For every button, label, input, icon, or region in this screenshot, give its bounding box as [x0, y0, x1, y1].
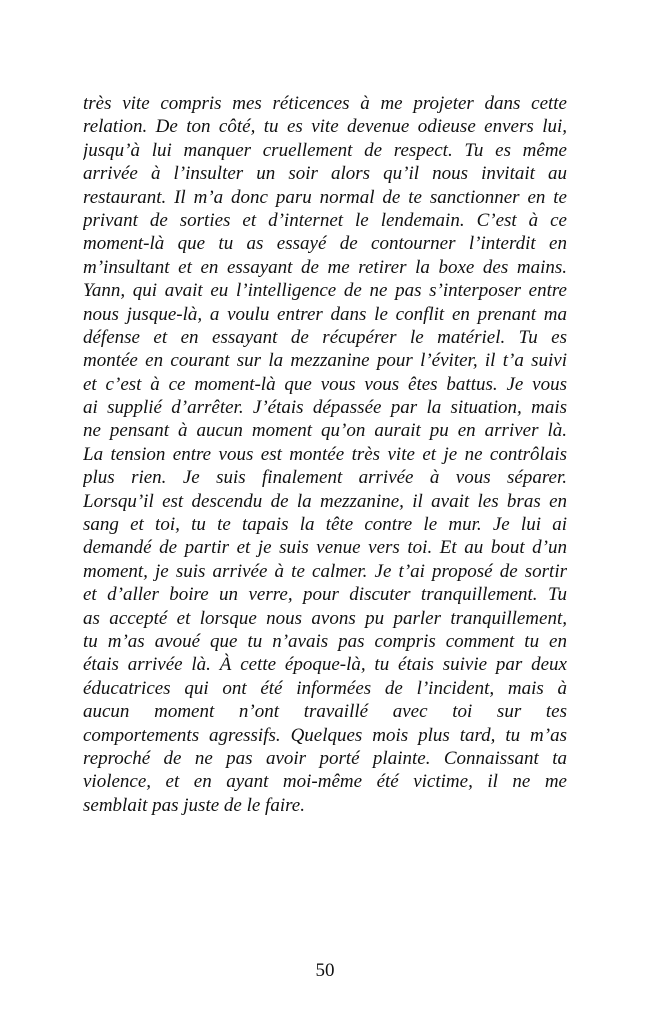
text-line: plus rien. Je suis finalement arrivée à vous séparer. — [83, 467, 567, 489]
text-line: violence, et en ayant moi-même été victime, il ne me — [83, 771, 567, 793]
text-line: aucun moment n’ont travaillé avec toi sur tes — [83, 701, 567, 723]
text-line: très vite compris mes réticences à me projeter dans cette — [83, 93, 567, 114]
text-line: ne pensant à aucun moment qu’on aurait pu en arriver là. — [83, 420, 567, 442]
text-line: ai supplié d’arrêter. J’étais dépassée par la situation, mais — [83, 397, 567, 419]
text-line: privant de sorties et d’internet le lendemain. C’est à ce — [83, 209, 567, 231]
text-line: et d’aller boire un verre, pour discuter tranquillement. Tu — [83, 584, 567, 606]
text-line: éducatrices qui ont été informées de l’incident, mais à — [83, 677, 567, 699]
text-line: moment, je suis arrivée à te calmer. Je t’ai proposé de sortir — [83, 560, 567, 582]
text-line: tu m’as avoué que tu n’avais pas compris comment tu en — [83, 630, 567, 652]
text-line: nous jusque-là, a voulu entrer dans le conflit en prenant ma — [83, 303, 567, 325]
text-line: restaurant. Il m’a donc paru normal de te sanctionner en te — [83, 186, 567, 208]
text-line: sang et toi, tu te tapais la tête contre le mur. Je lui ai — [83, 514, 567, 536]
text-line: semblait pas juste de le faire. — [83, 794, 305, 816]
text-line: as accepté et lorsque nous avons pu parler tranquillement, — [83, 607, 567, 629]
text-line: moment-là que tu as essayé de contourner l’interdit en — [83, 233, 567, 255]
page-number: 50 — [315, 960, 335, 981]
text-line: Yann, qui avait eu l’intelligence de ne pas s’interposer entre — [83, 280, 567, 302]
text-line: La tension entre vous est montée très vite et je ne contrôlais — [83, 443, 567, 465]
body-text — [83, 92, 567, 817]
text-line: étais arrivée là. À cette époque-là, tu étais suivie par deux — [83, 654, 567, 676]
text-line: relation. De ton côté, tu es vite devenue odieuse envers lui, — [83, 116, 567, 138]
text-line: comportements agressifs. Quelques mois plus tard, tu m’as — [83, 724, 567, 746]
text-line: m’insultant et en essayant de me retirer la boxe des mains. — [83, 256, 567, 278]
text-line: reproché de ne pas avoir porté plainte. Connaissant ta — [83, 747, 567, 769]
text-line: Lorsqu’il est descendu de la mezzanine, il avait les bras en — [83, 490, 567, 512]
text-line: défense et en essayant de récupérer le matériel. Tu es — [83, 326, 567, 348]
text-line: arrivée à l’insulter un soir alors qu’il nous invitait au — [83, 163, 567, 185]
text-line: montée en courant sur la mezzanine pour l’éviter, il t’a suivi — [83, 350, 567, 372]
text-line: demandé de partir et je suis venue vers toi. Et au bout d’un — [83, 537, 567, 559]
text-line: et c’est à ce moment-là que vous vous êtes battus. Je vous — [83, 373, 567, 395]
text-line: jusqu’à lui manquer cruellement de respect. Tu es même — [83, 139, 567, 161]
